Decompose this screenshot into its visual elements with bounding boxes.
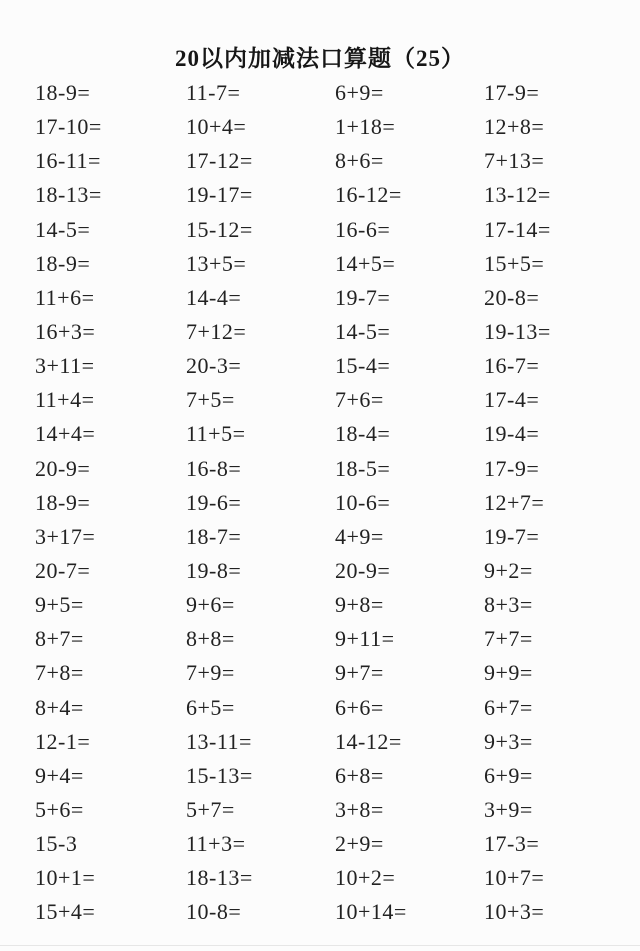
problem-cell: 9+5= (35, 592, 84, 618)
problem-row (0, 110, 640, 144)
problem-row (0, 76, 640, 110)
problem-cell: 10+2= (335, 865, 396, 891)
problem-cell: 10+4= (186, 114, 247, 140)
problem-row (0, 554, 640, 588)
problem-cell: 17-9= (484, 80, 540, 106)
problem-row (0, 213, 640, 247)
problem-cell: 19-8= (186, 558, 242, 584)
problem-cell: 16-8= (186, 455, 242, 481)
problem-cell: 11+5= (186, 421, 246, 447)
page-bottom-divider (0, 945, 640, 946)
problem-cell: 17-3= (484, 831, 540, 857)
problem-cell: 10+14= (335, 899, 407, 925)
problem-row (0, 656, 640, 690)
problem-cell: 9+7= (335, 660, 384, 686)
problem-cell: 10+7= (484, 865, 545, 891)
problem-cell: 17-10= (35, 114, 102, 140)
problem-row (0, 383, 640, 417)
problem-cell: 20-9= (35, 455, 91, 481)
problem-row (0, 452, 640, 486)
problem-cell: 11+3= (186, 831, 246, 857)
problem-cell: 11-7= (186, 80, 241, 106)
problem-cell: 18-9= (35, 80, 91, 106)
problem-cell: 19-4= (484, 421, 540, 447)
problem-cell: 9+6= (186, 592, 235, 618)
problem-cell: 5+6= (35, 797, 84, 823)
problem-cell: 16+3= (35, 319, 96, 345)
problem-cell: 4+9= (335, 523, 384, 549)
problem-cell: 6+6= (335, 694, 384, 720)
problem-cell: 17-4= (484, 387, 540, 413)
problem-cell: 19-7= (335, 284, 391, 310)
problem-cell: 14-5= (35, 216, 91, 242)
problem-row (0, 349, 640, 383)
problem-cell: 16-11= (35, 148, 101, 174)
problem-row (0, 588, 640, 622)
problem-cell: 8+7= (35, 626, 84, 652)
problem-cell: 9+4= (35, 762, 84, 788)
problem-cell: 14-5= (335, 319, 391, 345)
problem-cell: 18-13= (186, 865, 253, 891)
problem-row (0, 861, 640, 895)
problem-cell: 12+7= (484, 489, 545, 515)
problem-row (0, 144, 640, 178)
problem-cell: 11+6= (35, 284, 95, 310)
problem-cell: 7+9= (186, 660, 235, 686)
problem-cell: 19-7= (484, 523, 540, 549)
problem-cell: 9+2= (484, 558, 533, 584)
problem-cell: 15-4= (335, 353, 391, 379)
problem-row (0, 793, 640, 827)
problem-cell: 16-6= (335, 216, 391, 242)
problem-row (0, 417, 640, 451)
problem-cell: 9+8= (335, 592, 384, 618)
problems-grid (0, 76, 640, 930)
problem-cell: 6+8= (335, 762, 384, 788)
problem-cell: 19-13= (484, 319, 551, 345)
problem-cell: 12+8= (484, 114, 545, 140)
problem-cell: 14+4= (35, 421, 96, 447)
problem-cell: 20-3= (186, 353, 242, 379)
problem-cell: 14+5= (335, 250, 396, 276)
problem-row (0, 486, 640, 520)
problem-cell: 8+8= (186, 626, 235, 652)
problem-cell: 17-14= (484, 216, 551, 242)
problem-cell: 8+6= (335, 148, 384, 174)
problem-row (0, 725, 640, 759)
problem-cell: 10-8= (186, 899, 242, 925)
problem-cell: 20-8= (484, 284, 540, 310)
problem-cell: 13-11= (186, 728, 252, 754)
problem-row (0, 827, 640, 861)
problem-cell: 15+4= (35, 899, 96, 925)
problem-cell: 7+8= (35, 660, 84, 686)
problem-row (0, 759, 640, 793)
problem-row (0, 315, 640, 349)
problem-cell: 3+17= (35, 523, 96, 549)
problem-cell: 19-17= (186, 182, 253, 208)
problem-cell: 6+7= (484, 694, 533, 720)
problem-cell: 9+11= (335, 626, 395, 652)
problem-cell: 7+13= (484, 148, 545, 174)
problem-cell: 3+11= (35, 353, 95, 379)
problem-cell: 9+3= (484, 728, 533, 754)
problem-row (0, 895, 640, 929)
problem-cell: 15-12= (186, 216, 253, 242)
problem-cell: 13+5= (186, 250, 247, 276)
problem-cell: 7+5= (186, 387, 235, 413)
problem-row (0, 520, 640, 554)
problem-cell: 19-6= (186, 489, 242, 515)
problem-cell: 20-9= (335, 558, 391, 584)
problem-cell: 15+5= (484, 250, 545, 276)
problem-cell: 18-9= (35, 489, 91, 515)
problem-row (0, 178, 640, 212)
problem-cell: 16-7= (484, 353, 540, 379)
problem-cell: 13-12= (484, 182, 551, 208)
problem-row (0, 691, 640, 725)
problem-cell: 7+12= (186, 319, 247, 345)
problem-row (0, 622, 640, 656)
problem-row (0, 281, 640, 315)
problem-cell: 8+3= (484, 592, 533, 618)
problem-cell: 20-7= (35, 558, 91, 584)
problem-cell: 18-9= (35, 250, 91, 276)
problem-cell: 7+6= (335, 387, 384, 413)
worksheet-title: 20以内加减法口算题（25） (175, 46, 465, 71)
problem-cell: 7+7= (484, 626, 533, 652)
problem-cell: 16-12= (335, 182, 402, 208)
problem-cell: 6+9= (484, 762, 533, 788)
problem-cell: 15-13= (186, 762, 253, 788)
problem-cell: 10+1= (35, 865, 96, 891)
problem-cell: 2+9= (335, 831, 384, 857)
problem-cell: 6+5= (186, 694, 235, 720)
problem-cell: 18-13= (35, 182, 102, 208)
problem-cell: 18-5= (335, 455, 391, 481)
problem-cell: 14-4= (186, 284, 242, 310)
problem-row (0, 247, 640, 281)
problem-cell: 17-12= (186, 148, 253, 174)
problem-cell: 12-1= (35, 728, 91, 754)
problem-cell: 15-3 (35, 831, 78, 857)
problem-cell: 10+3= (484, 899, 545, 925)
problem-cell: 14-12= (335, 728, 402, 754)
problem-cell: 18-7= (186, 523, 242, 549)
problem-cell: 5+7= (186, 797, 235, 823)
problem-cell: 10-6= (335, 489, 391, 515)
problem-cell: 6+9= (335, 80, 384, 106)
problem-cell: 17-9= (484, 455, 540, 481)
problem-cell: 8+4= (35, 694, 84, 720)
problem-cell: 11+4= (35, 387, 95, 413)
problem-cell: 18-4= (335, 421, 391, 447)
problem-cell: 3+9= (484, 797, 533, 823)
problem-cell: 1+18= (335, 114, 396, 140)
problem-cell: 9+9= (484, 660, 533, 686)
problem-cell: 3+8= (335, 797, 384, 823)
